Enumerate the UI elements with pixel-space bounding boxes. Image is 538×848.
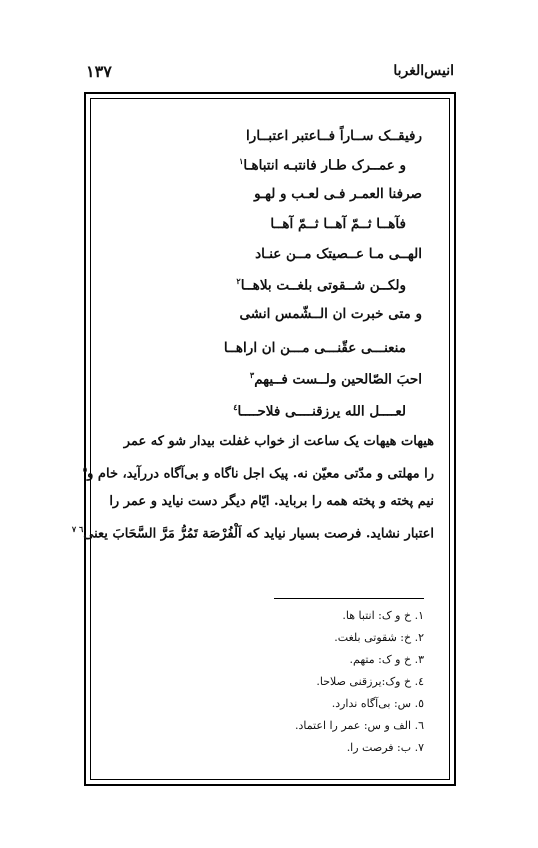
verse-line: لعــــل الله یرزقنــــی فلاحــــا$^٤$ [233, 402, 406, 420]
prose-line: اعتبار نشاید. فرصت بسیار نیاید که اَلْفُرْصَة تَمُرُّ مَرَّ السَّحَابَ یعنی$^{٦ ٧}$ [71, 524, 434, 542]
footnote: ٦. الف و س: عمر را اعتماد. [294, 719, 424, 732]
running-title: انیس‌الغربا [393, 63, 454, 79]
footnote-rule [274, 598, 424, 599]
verse-line: و متی خبرت ان الــشّمس انشی [239, 306, 422, 322]
verse-line: فآهــا ثــمّ آهــا ثــمّ آهــا [270, 216, 406, 232]
verse-line: و عمــرک طـار فانتبـه انتباهـا$^١$ [239, 156, 406, 174]
prose-line: هیهات هیهات یک ساعت از خواب غفلت بیدار شو که عمر [123, 434, 434, 449]
page-number: ١٣٧ [86, 62, 112, 81]
page-header [86, 62, 454, 86]
prose-line: را مهلتی و مدّتی معیّن نه. پیک اجل ناگاه و بی‌آگاه دررآید، خام و$^٥$ [82, 464, 434, 482]
verse-line: منعنـــی عقّنـــی مـــن ان اراهــا [223, 340, 406, 356]
verse-line: الهــی مـا عــصیتک مــن عنـاد [255, 246, 422, 262]
footnote: ٢. خ: شقوتی بلغت. [334, 631, 424, 644]
verse-line: احبَ الصّالحین ولــست فــیهم$^٣$ [249, 370, 422, 388]
footnote: ٣. خ و ک: متهم. [349, 653, 424, 666]
footnote: ٤. خ وک:یرزقنی صلاحا. [316, 675, 424, 688]
prose-line: نیم پخته و پخته همه را برباید. ایّام دیگر دست نیاید و عمر را [109, 494, 434, 509]
footnote: ٥. س: بی‌آگاه ندارد. [331, 697, 424, 710]
verse-line: ولکــن شــقوتی بلغــت بلاهــا$^٢$ [236, 276, 406, 294]
footnote: ١. خ و ک: انتبا ها. [342, 609, 424, 622]
verse-line: رفیقــک ســاراً فــاعتبر اعتبــارا [246, 128, 422, 144]
verse-line: صرفنا العمـر فـی لعـب و لهـو [254, 186, 422, 202]
footnote: ٧. ب: فرصت را. [346, 741, 424, 754]
